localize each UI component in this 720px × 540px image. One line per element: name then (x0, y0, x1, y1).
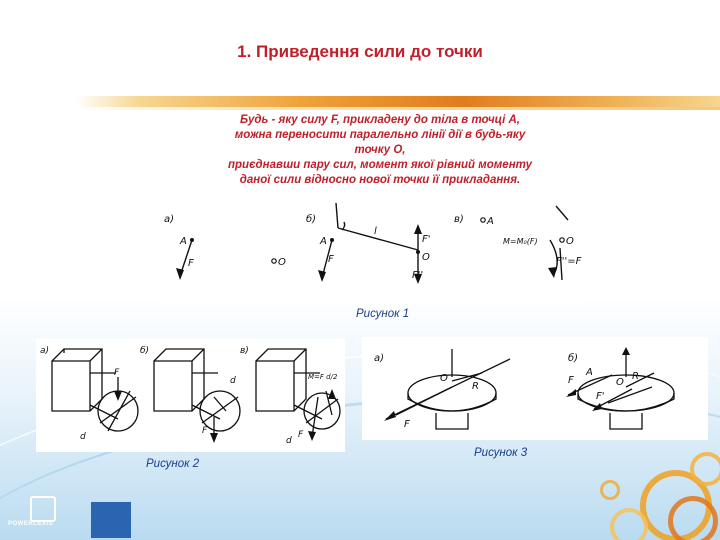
caption-figure-1: Рисунок 1 (356, 308, 410, 320)
lead-line: можна переносити паралельно лінії дії в будь-яку (234, 129, 526, 141)
figure-2 (36, 339, 345, 452)
fig1-c-point-a: A (487, 216, 494, 227)
fig1-b-point-o: O (422, 252, 430, 263)
fig1-c-tag: в) (454, 214, 464, 225)
fig1-b-force: F (328, 254, 334, 265)
fig1-b-force-prime: F' (422, 234, 431, 245)
fig1-a-tag: а) (164, 214, 175, 225)
lead-line: Будь - яку силу F, прикладену до тіла в точці А, (240, 114, 520, 126)
fig3-a-tag: а) (374, 353, 385, 364)
fig3-b-force: F (568, 375, 574, 386)
figure-1-drawing (156, 200, 586, 302)
fig3-b-center: O (616, 377, 624, 388)
decor-orange-bar (76, 96, 720, 107)
lead-text (180, 113, 580, 188)
fig3-b-radius: R (632, 371, 639, 382)
fig1-c-moment: M=M₀(F) (503, 237, 538, 246)
logo-text: POWERLEXIS (8, 521, 54, 527)
fig3-a-force: F (404, 419, 410, 430)
caption-figure-2: Рисунок 2 (146, 458, 200, 470)
figure-3 (362, 337, 708, 440)
fig2-c-moment: M=F d/2 (308, 373, 338, 381)
fig3-b-point-a: A (586, 367, 593, 378)
fig1-b-arm: l (374, 226, 377, 237)
fig2-b-diameter: d (230, 376, 236, 386)
fig1-a-force: F (188, 258, 194, 269)
fig1-a-point-a: A (180, 236, 187, 247)
fig1-c-force-combined: F''=F (556, 256, 582, 267)
fig2-a-tag: а) (40, 346, 50, 356)
figure-1 (156, 200, 586, 302)
fig2-b-force: F (202, 426, 208, 436)
fig1-b-point-a: A (320, 236, 327, 247)
figure-2-drawing (36, 339, 345, 452)
fig3-a-center: O (440, 373, 448, 384)
fig2-a-diameter: d (80, 432, 86, 442)
decor-blue-square (91, 502, 131, 538)
fig1-c-point-o: O (566, 236, 574, 247)
fig2-b-tag: б) (140, 346, 150, 356)
lead-line: даної сили відносно нової точки її прикладання. (239, 174, 521, 186)
fig3-b-force-prime: F' (596, 391, 605, 402)
fig3-b-tag: б) (568, 353, 579, 364)
fig1-b-force-double-prime: F'' (412, 270, 424, 281)
fig2-c-diameter: d (286, 436, 292, 446)
figure-3-drawing (362, 337, 708, 440)
lead-line: приєднавши пару сил, момент якої рівний моменту (228, 159, 532, 171)
fig2-c-tag: в) (240, 346, 249, 356)
fig2-c-force: F (298, 430, 304, 440)
fig2-a-force: F (114, 368, 120, 378)
caption-figure-3: Рисунок 3 (474, 447, 528, 459)
logo-icon (30, 496, 56, 522)
decor-orange-bar-shadow (76, 107, 720, 110)
fig1-a-point-o: O (278, 257, 286, 268)
fig1-b-tag: б) (306, 214, 317, 225)
lead-line: точку О, (354, 144, 406, 156)
slide-title: 1. Приведення сили до точки (237, 42, 483, 61)
fig3-a-radius: R (472, 381, 479, 392)
